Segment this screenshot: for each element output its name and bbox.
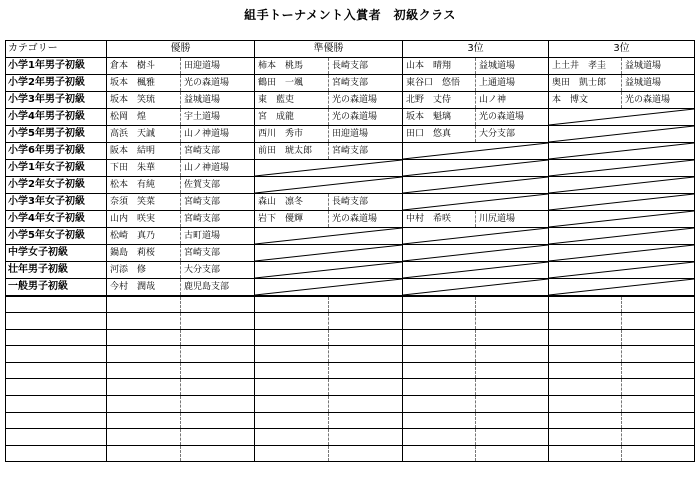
empty-name-cell <box>255 362 329 379</box>
empty-name-cell <box>403 296 476 313</box>
empty-club-cell <box>181 329 255 346</box>
empty-cell <box>403 177 549 194</box>
empty-name-cell <box>107 313 181 330</box>
empty-cell <box>403 160 549 177</box>
empty-cell <box>403 228 549 245</box>
winner-club: 益城道場 <box>476 58 549 75</box>
empty-cell <box>549 143 695 160</box>
empty-club-cell <box>622 445 695 462</box>
empty-club-cell <box>181 429 255 446</box>
winner-name: 河添 修 <box>107 262 181 279</box>
winner-name: 奈須 笑菜 <box>107 194 181 211</box>
empty-name-cell <box>255 329 329 346</box>
winner-name: 岩下 優輝 <box>255 211 329 228</box>
empty-name-cell <box>403 379 476 396</box>
winner-club: 古町道場 <box>181 228 255 245</box>
category-cell: 壮年男子初級 <box>6 262 107 279</box>
empty-club-cell <box>181 362 255 379</box>
empty-club-cell <box>476 329 549 346</box>
table-row <box>6 279 695 297</box>
empty-name-cell <box>549 296 622 313</box>
diagonal-strike <box>403 194 548 210</box>
table-row <box>6 160 695 177</box>
winner-club: 光の森道場 <box>476 109 549 126</box>
empty-name-cell <box>255 313 329 330</box>
winner-name: 下田 朱華 <box>107 160 181 177</box>
empty-name-cell <box>107 412 181 429</box>
diagonal-strike <box>255 177 402 193</box>
diagonal-strike <box>255 279 402 295</box>
winner-name: 松岡 煌 <box>107 109 181 126</box>
diagonal-strike <box>403 143 548 159</box>
winner-name: 本 博文 <box>549 92 622 109</box>
empty-club-cell <box>476 445 549 462</box>
category-cell: 小学3年女子初級 <box>6 194 107 211</box>
empty-name-cell <box>549 379 622 396</box>
empty-category-cell <box>6 379 107 396</box>
empty-name-cell <box>403 313 476 330</box>
diagonal-strike <box>549 109 694 125</box>
empty-cell <box>403 194 549 211</box>
table-row <box>6 75 695 92</box>
empty-cell <box>549 160 695 177</box>
empty-club-cell <box>181 412 255 429</box>
winner-name: 宮 成龍 <box>255 109 329 126</box>
empty-name-cell <box>403 429 476 446</box>
empty-cell <box>255 228 403 245</box>
winner-club: 山ノ神道場 <box>181 160 255 177</box>
empty-name-cell <box>403 396 476 413</box>
winner-club: 佐賀支部 <box>181 177 255 194</box>
empty-club-cell <box>622 346 695 363</box>
empty-club-cell <box>181 346 255 363</box>
table-row <box>6 262 695 279</box>
empty-club-cell <box>622 362 695 379</box>
winner-name: 上土井 孝圭 <box>549 58 622 75</box>
category-cell: 小学2年男子初級 <box>6 75 107 92</box>
empty-name-cell <box>403 445 476 462</box>
winner-name: 田口 悠真 <box>403 126 476 143</box>
empty-name-cell <box>255 396 329 413</box>
empty-club-cell <box>622 313 695 330</box>
empty-row <box>6 362 695 379</box>
category-cell: 小学2年女子初級 <box>6 177 107 194</box>
empty-name-cell <box>107 296 181 313</box>
empty-name-cell <box>255 445 329 462</box>
empty-club-cell <box>181 379 255 396</box>
empty-name-cell <box>107 329 181 346</box>
empty-club-cell <box>329 445 403 462</box>
table-row <box>6 245 695 262</box>
empty-cell <box>549 194 695 211</box>
winner-name: 奥田 凱士郎 <box>549 75 622 92</box>
winner-name: 松崎 真乃 <box>107 228 181 245</box>
empty-club-cell <box>476 296 549 313</box>
category-cell: 小学4年女子初級 <box>6 211 107 228</box>
empty-cell <box>549 279 695 297</box>
empty-name-cell <box>107 429 181 446</box>
empty-category-cell <box>6 429 107 446</box>
empty-club-cell <box>329 429 403 446</box>
winner-name: 鍋島 莉桜 <box>107 245 181 262</box>
empty-club-cell <box>181 396 255 413</box>
empty-club-cell <box>476 362 549 379</box>
header-row <box>6 41 695 58</box>
empty-club-cell <box>329 396 403 413</box>
empty-cell <box>549 228 695 245</box>
winner-club: 光の森道場 <box>329 211 403 228</box>
winner-name: 高浜 天誠 <box>107 126 181 143</box>
empty-club-cell <box>622 329 695 346</box>
empty-cell <box>255 279 403 297</box>
winner-name: 柿本 桃馬 <box>255 58 329 75</box>
empty-club-cell <box>329 329 403 346</box>
empty-name-cell <box>107 346 181 363</box>
diagonal-strike <box>255 245 402 261</box>
empty-row <box>6 445 695 462</box>
empty-name-cell <box>255 429 329 446</box>
table-row <box>6 194 695 211</box>
empty-cell <box>403 262 549 279</box>
diagonal-strike <box>549 194 694 210</box>
empty-name-cell <box>549 429 622 446</box>
empty-club-cell <box>329 412 403 429</box>
winner-club: 益城道場 <box>622 75 695 92</box>
empty-name-cell <box>549 346 622 363</box>
header-third-a: 3位 <box>403 41 549 58</box>
winner-name: 西川 秀市 <box>255 126 329 143</box>
empty-name-cell <box>403 362 476 379</box>
diagonal-strike <box>403 177 548 193</box>
winner-club: 宮崎支部 <box>329 143 403 160</box>
empty-category-cell <box>6 412 107 429</box>
empty-club-cell <box>476 346 549 363</box>
winner-name: 東 藍吏 <box>255 92 329 109</box>
empty-cell <box>549 126 695 143</box>
winner-name: 坂本 笑琉 <box>107 92 181 109</box>
table-row <box>6 58 695 75</box>
empty-name-cell <box>255 296 329 313</box>
winner-club: 田迎道場 <box>329 126 403 143</box>
empty-row <box>6 412 695 429</box>
header-first: 優勝 <box>107 41 255 58</box>
diagonal-strike <box>549 177 694 193</box>
empty-category-cell <box>6 346 107 363</box>
empty-club-cell <box>329 296 403 313</box>
table-row <box>6 109 695 126</box>
empty-name-cell <box>549 313 622 330</box>
diagonal-strike <box>549 211 694 227</box>
header-category: カテゴリー <box>6 41 107 58</box>
empty-club-cell <box>181 296 255 313</box>
diagonal-strike <box>403 262 548 278</box>
empty-club-cell <box>329 346 403 363</box>
diagonal-strike <box>549 245 694 261</box>
category-cell: 小学3年男子初級 <box>6 92 107 109</box>
category-cell: 小学1年男子初級 <box>6 58 107 75</box>
winner-club: 光の森道場 <box>329 109 403 126</box>
winner-club: 山ノ神道場 <box>181 126 255 143</box>
winner-club: 大分支部 <box>476 126 549 143</box>
table-row <box>6 228 695 245</box>
empty-category-cell <box>6 362 107 379</box>
diagonal-strike <box>549 126 694 142</box>
empty-club-cell <box>476 379 549 396</box>
page-title: 組手トーナメント入賞者 初級クラス <box>244 8 456 22</box>
diagonal-strike <box>403 160 548 176</box>
empty-club-cell <box>622 379 695 396</box>
winner-name: 阪本 結明 <box>107 143 181 160</box>
winner-name: 北野 丈侍 <box>403 92 476 109</box>
empty-cell <box>549 177 695 194</box>
winner-name: 今村 潤哉 <box>107 279 181 297</box>
winner-club: 宮崎支部 <box>181 245 255 262</box>
winner-club: 宇土道場 <box>181 109 255 126</box>
winner-name: 東谷口 悠悟 <box>403 75 476 92</box>
category-cell: 小学4年男子初級 <box>6 109 107 126</box>
empty-club-cell <box>329 313 403 330</box>
winner-name: 山本 晴翔 <box>403 58 476 75</box>
empty-cell <box>549 109 695 126</box>
empty-cell <box>549 211 695 228</box>
empty-name-cell <box>255 379 329 396</box>
empty-cell <box>403 245 549 262</box>
empty-category-cell <box>6 445 107 462</box>
winner-club: 長崎支部 <box>329 58 403 75</box>
empty-name-cell <box>107 362 181 379</box>
winner-club: 光の森道場 <box>329 92 403 109</box>
diagonal-strike <box>549 279 694 295</box>
empty-name-cell <box>549 445 622 462</box>
empty-category-cell <box>6 296 107 313</box>
empty-row <box>6 329 695 346</box>
header-second: 準優勝 <box>255 41 403 58</box>
winner-club: 宮崎支部 <box>329 75 403 92</box>
table-row <box>6 92 695 109</box>
category-cell: 一般男子初級 <box>6 279 107 297</box>
empty-club-cell <box>329 379 403 396</box>
empty-category-cell <box>6 313 107 330</box>
diagonal-strike <box>549 143 694 159</box>
diagonal-strike <box>255 262 402 278</box>
empty-name-cell <box>107 445 181 462</box>
empty-name-cell <box>107 396 181 413</box>
empty-club-cell <box>622 296 695 313</box>
winner-name: 坂本 魁璃 <box>403 109 476 126</box>
winner-club: 宮崎支部 <box>181 143 255 160</box>
winner-club: 田迎道場 <box>181 58 255 75</box>
winner-name: 鶴田 一颯 <box>255 75 329 92</box>
empty-cell <box>255 160 403 177</box>
empty-club-cell <box>622 429 695 446</box>
empty-cell <box>403 279 549 297</box>
category-cell: 小学5年男子初級 <box>6 126 107 143</box>
winner-name: 坂本 楓雅 <box>107 75 181 92</box>
empty-name-cell <box>549 329 622 346</box>
empty-name-cell <box>549 412 622 429</box>
empty-category-cell <box>6 329 107 346</box>
winner-club: 川尻道場 <box>476 211 549 228</box>
diagonal-strike <box>403 245 548 261</box>
header-third-b: 3位 <box>549 41 695 58</box>
empty-club-cell <box>622 396 695 413</box>
empty-cell <box>255 245 403 262</box>
empty-club-cell <box>476 313 549 330</box>
empty-row <box>6 396 695 413</box>
category-cell: 小学6年男子初級 <box>6 143 107 160</box>
empty-club-cell <box>476 396 549 413</box>
winner-club: 山ノ神 <box>476 92 549 109</box>
table-row <box>6 177 695 194</box>
winner-name: 山内 咲実 <box>107 211 181 228</box>
empty-name-cell <box>403 346 476 363</box>
empty-club-cell <box>476 429 549 446</box>
empty-name-cell <box>549 396 622 413</box>
category-cell: 小学1年女子初級 <box>6 160 107 177</box>
results-table <box>5 40 695 462</box>
diagonal-strike <box>549 228 694 244</box>
winner-name: 前田 琥太郎 <box>255 143 329 160</box>
diagonal-strike <box>403 279 548 295</box>
winner-club: 鹿児島支部 <box>181 279 255 297</box>
winner-club: 上通道場 <box>476 75 549 92</box>
table-row <box>6 211 695 228</box>
diagonal-strike <box>403 228 548 244</box>
empty-name-cell <box>403 412 476 429</box>
empty-club-cell <box>181 313 255 330</box>
empty-club-cell <box>622 412 695 429</box>
category-cell: 中学女子初級 <box>6 245 107 262</box>
empty-row <box>6 346 695 363</box>
winner-club: 宮崎支部 <box>181 211 255 228</box>
empty-name-cell <box>107 379 181 396</box>
empty-name-cell <box>403 329 476 346</box>
winner-club: 益城道場 <box>622 58 695 75</box>
table-row <box>6 126 695 143</box>
empty-row <box>6 313 695 330</box>
empty-row <box>6 379 695 396</box>
table-row <box>6 143 695 160</box>
empty-name-cell <box>255 412 329 429</box>
winner-name: 中村 希咲 <box>403 211 476 228</box>
empty-name-cell <box>549 362 622 379</box>
winner-club: 宮崎支部 <box>181 194 255 211</box>
winner-club: 長崎支部 <box>329 194 403 211</box>
winner-name: 倉本 樹斗 <box>107 58 181 75</box>
empty-cell <box>403 143 549 160</box>
category-cell: 小学5年女子初級 <box>6 228 107 245</box>
empty-category-cell <box>6 396 107 413</box>
diagonal-strike <box>255 160 402 176</box>
empty-club-cell <box>329 362 403 379</box>
diagonal-strike <box>255 228 402 244</box>
empty-cell <box>255 262 403 279</box>
winner-club: 光の森道場 <box>622 92 695 109</box>
empty-name-cell <box>255 346 329 363</box>
empty-cell <box>549 245 695 262</box>
winner-name: 森山 凛冬 <box>255 194 329 211</box>
empty-row <box>6 429 695 446</box>
empty-club-cell <box>181 445 255 462</box>
winner-club: 大分支部 <box>181 262 255 279</box>
winner-name: 松本 有純 <box>107 177 181 194</box>
winner-club: 益城道場 <box>181 92 255 109</box>
winner-club: 光の森道場 <box>181 75 255 92</box>
empty-row <box>6 296 695 313</box>
diagonal-strike <box>549 262 694 278</box>
empty-cell <box>255 177 403 194</box>
empty-cell <box>549 262 695 279</box>
diagonal-strike <box>549 160 694 176</box>
empty-club-cell <box>476 412 549 429</box>
